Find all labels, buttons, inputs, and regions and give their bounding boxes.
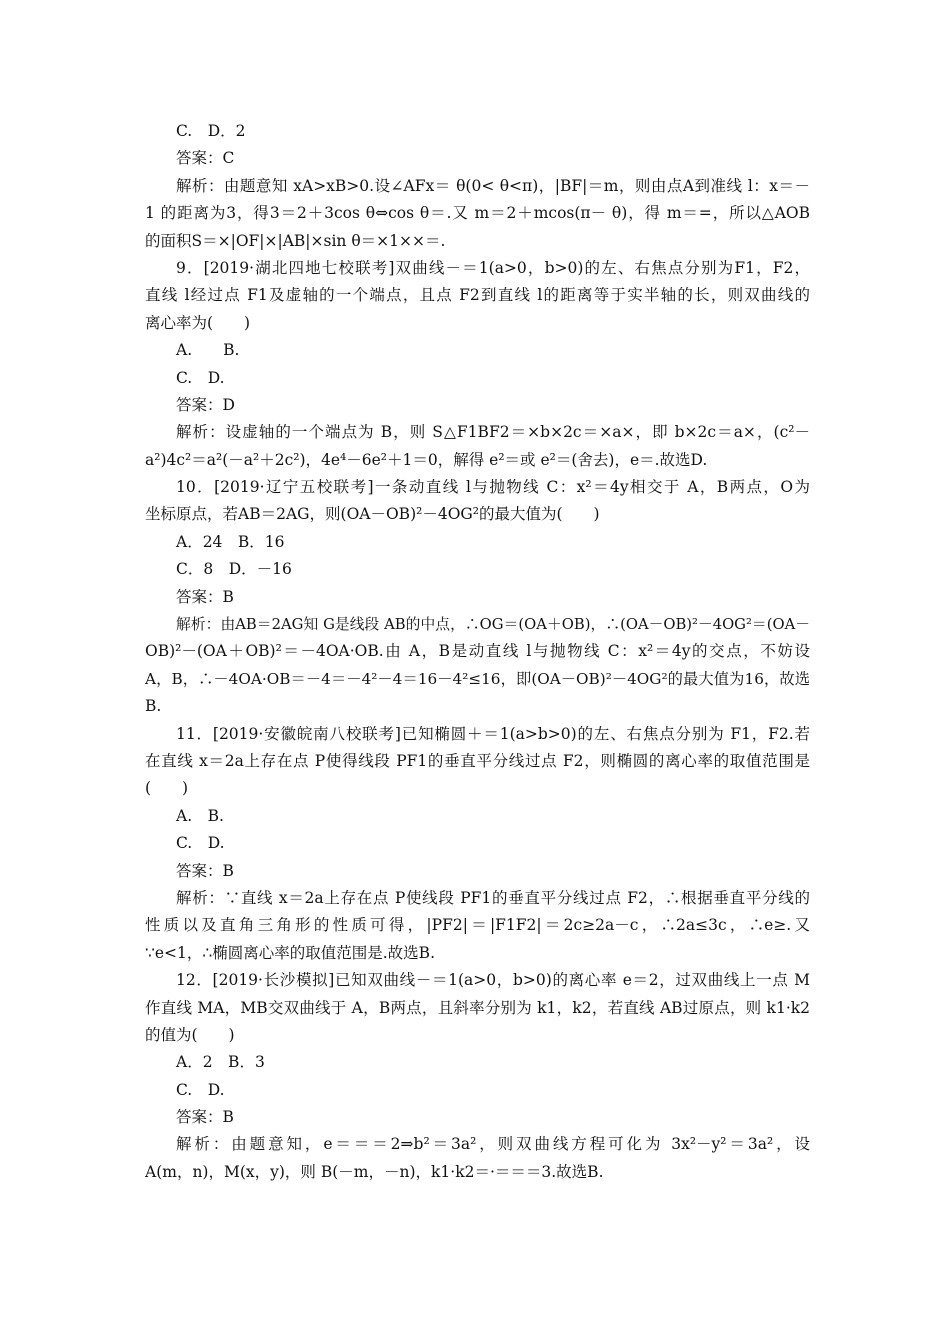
text-line: 10．[2019·辽宁五校联考]一条动直线 l与抛物线 C：x²＝4y相交于 A，B两点，O为	[176, 478, 810, 497]
text-line: B.	[145, 697, 162, 716]
text-line: 9．[2019·湖北四地七校联考]双曲线－＝1(a>0，b>0)的左、右焦点分别为F1，F2，	[176, 258, 810, 277]
text-line: A(m，n)，M(x，y)，则 B(－m，－n)，k1·k2＝·＝＝＝3.故选B.	[145, 1162, 604, 1181]
text-line: C. D.	[176, 368, 225, 387]
text-line: 离心率为( )	[145, 313, 251, 332]
text-line: 性质以及直角三角形的性质可得，|PF2|＝|F1F2|＝2c≥2a－c，∴2a≤3c，∴e≥.又	[145, 916, 810, 935]
document-body	[145, 118, 810, 1186]
text-line: A．2 B．3	[176, 1053, 265, 1072]
text-line: 坐标原点，若AB＝2AG，则(OA－OB)²－4OG²的最大值为( )	[145, 505, 600, 524]
text-line: 12．[2019·长沙模拟]已知双曲线－＝1(a>0，b>0)的离心率 e＝2，过双曲线上一点 M	[176, 971, 810, 990]
text-line: A. B.	[176, 806, 224, 825]
text-line: 答案：B	[176, 587, 234, 606]
text-line: A. B.	[176, 341, 240, 360]
text-line: 11．[2019·安徽皖南八校联考]已知椭圆＋＝1(a>b>0)的左、右焦点分别为 F1，F2.若	[176, 724, 810, 743]
text-line: 答案：D	[176, 395, 235, 414]
text-line: A．24 B．16	[176, 532, 285, 551]
text-line: 直线 l经过点 F1及虚轴的一个端点，且点 F2到直线 l的距离等于实半轴的长，则双曲线的	[145, 286, 810, 305]
text-line: 解析：由题意知 xA>xB>0.设∠AFx＝ θ(0< θ<π)，|BF|＝m，则由点A到准线 l：x＝－	[176, 176, 810, 195]
text-line: 解析：由AB＝2AG知 G是线段 AB的中点，∴OG＝(OA＋OB)，∴(OA－OB)²－4OG²＝(OA－	[176, 616, 810, 634]
text-line: A，B，∴－4OA·OB＝－4＝－4²－4＝16－4²≤16，即(OA－OB)²－4OG²的最大值为16，故选	[145, 669, 810, 688]
text-line: 答案：B	[176, 1108, 234, 1127]
text-line: a²)4c²＝a²(－a²＋2c²)，4e⁴－6e²＋1＝0，解得 e²＝或 e²＝(舍去)，e＝.故选D.	[145, 450, 708, 469]
text-line: 解析：设虚轴的一个端点为 B，则 S△F1BF2＝×b×2c＝×a×，即 b×2c＝a×，(c²－	[176, 423, 810, 442]
text-line: 答案：B	[176, 861, 234, 880]
text-line: 解析：由题意知，e＝＝＝2⇒b²＝3a²，则双曲线方程可化为 3x²－y²＝3a²，设	[176, 1135, 810, 1154]
text-line: ∵e<1，∴椭圆离心率的取值范围是.故选B.	[145, 943, 435, 962]
text-line: ( )	[145, 779, 189, 798]
text-line: 1 的距离为3，得3＝2＋3cos θ⇔cos θ＝.又 m＝2＋mcos(π－ θ)，得 m＝=，所以△AOB	[145, 204, 810, 223]
text-line: 在直线 x＝2a上存在点 P使得线段 PF1的垂直平分线过点 F2，则椭圆的离心率的取值范围是	[145, 751, 810, 770]
text-line: 答案：C	[176, 149, 235, 168]
text-line: 的值为( )	[145, 1025, 235, 1044]
text-line: C. D．2	[176, 122, 246, 140]
text-line: OB)²－(OA＋OB)²＝－4OA·OB.由 A，B是动直线 l与抛物线 C：x²＝4y的交点，不妨设	[145, 642, 810, 661]
text-line: C．8 D．－16	[176, 560, 292, 579]
text-line: C. D.	[176, 834, 225, 853]
text-line: 解析：∵直线 x＝2a上存在点 P使线段 PF1的垂直平分线过点 F2，∴根据垂直平分线的	[176, 888, 810, 907]
text-line: 的面积S＝×|OF|×|AB|×sin θ＝×1××＝.	[145, 231, 446, 250]
text-line: C. D.	[176, 1080, 225, 1099]
text-line: 作直线 MA，MB交双曲线于 A，B两点，且斜率分别为 k1，k2，若直线 AB过原点，则 k1·k2	[145, 998, 810, 1017]
